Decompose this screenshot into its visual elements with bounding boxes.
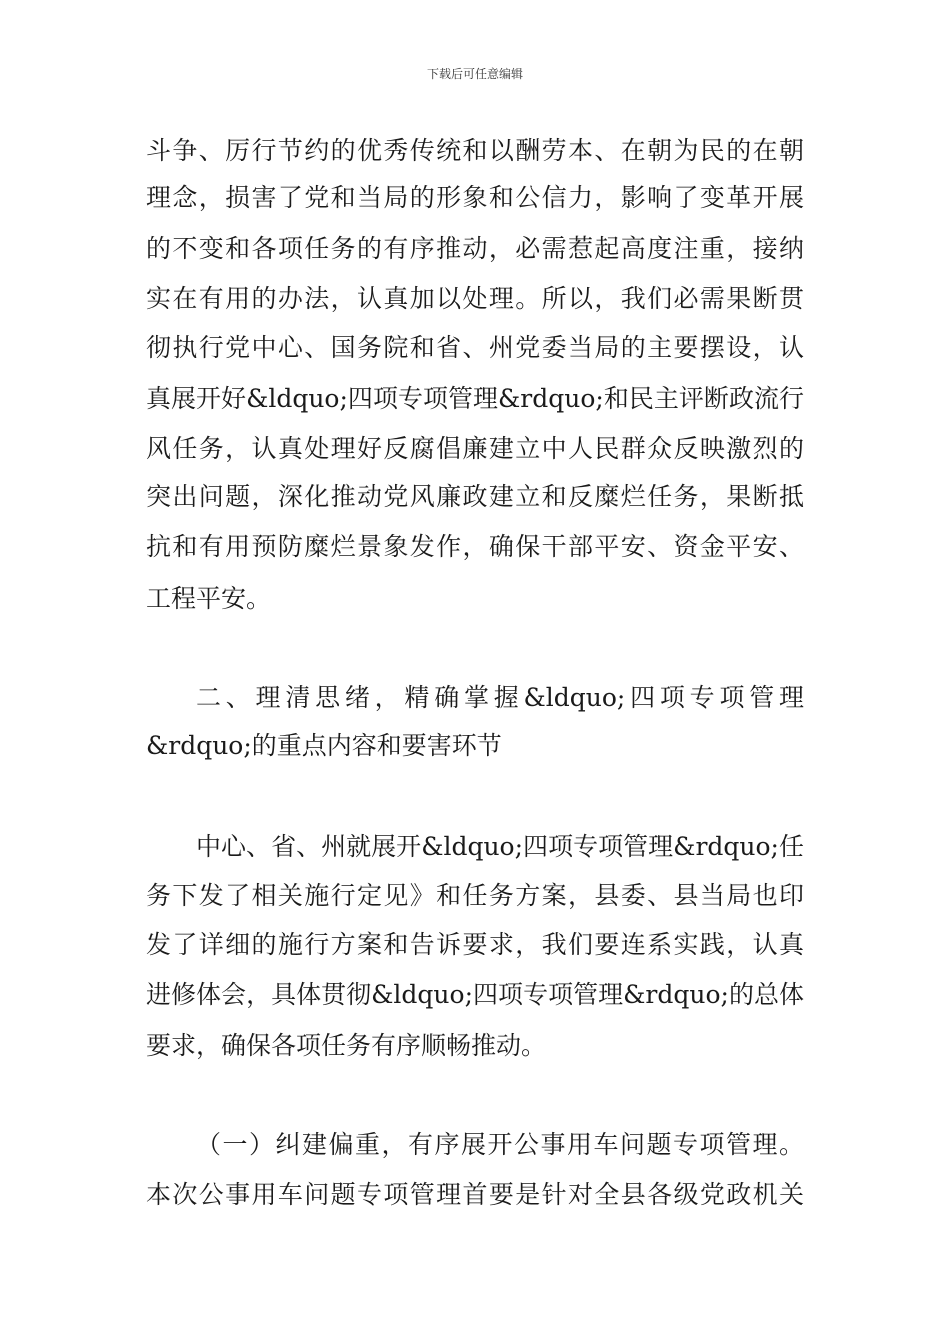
paragraph-1-line-3: 的不变和各项任务的有序推动，必需惹起高度注重，接纳: [146, 234, 804, 263]
paragraph-1-line-6: 真展开好&ldquo;四项专项管理&rdquo;和民主评断政流行: [146, 384, 804, 413]
section-heading-line-1: 二、理清思绪，精确掌握&ldquo;四项专项管理: [196, 683, 804, 712]
paragraph-1-line-4: 实在有用的办法，认真加以处理。所以，我们必需果断贯: [146, 284, 804, 313]
paragraph-3-line-2: 本次公事用车问题专项管理首要是针对全县各级党政机关: [146, 1180, 804, 1209]
paragraph-1-line-10: 工程平安。: [146, 584, 272, 613]
paragraph-3-line-1: （一）纠建偏重，有序展开公事用车问题专项管理。: [196, 1130, 804, 1159]
paragraph-1-line-9: 抗和有用预防糜烂景象发作，确保干部平安、资金平安、: [146, 532, 804, 561]
section-heading-line-2: &rdquo;的重点内容和要害环节: [146, 731, 502, 760]
paragraph-2-line-5: 要求，确保各项任务有序顺畅推动。: [146, 1031, 547, 1060]
page-header: 下载后可任意编辑: [426, 67, 523, 81]
paragraph-2-line-3: 发了详细的施行方案和告诉要求，我们要连系实践，认真: [146, 930, 804, 959]
paragraph-2-line-2: 务下发了相关施行定见》和任务方案，县委、县当局也印: [146, 881, 804, 910]
paragraph-2-line-4: 进修体会，具体贯彻&ldquo;四项专项管理&rdquo;的总体: [146, 980, 804, 1009]
paragraph-1-line-7: 风任务，认真处理好反腐倡廉建立中人民群众反映激烈的: [146, 434, 804, 463]
paragraph-1-line-1: 斗争、厉行节约的优秀传统和以酬劳本、在朝为民的在朝: [146, 136, 804, 165]
paragraph-1-line-2: 理念，损害了党和当局的形象和公信力，影响了变革开展: [146, 183, 804, 212]
paragraph-1-line-8: 突出问题，深化推动党风廉政建立和反糜烂任务，果断抵: [146, 482, 804, 511]
paragraph-2-line-1: 中心、省、州就展开&ldquo;四项专项管理&rdquo;任: [196, 832, 804, 861]
paragraph-1-line-5: 彻执行党中心、国务院和省、州党委当局的主要摆设，认: [146, 333, 804, 362]
